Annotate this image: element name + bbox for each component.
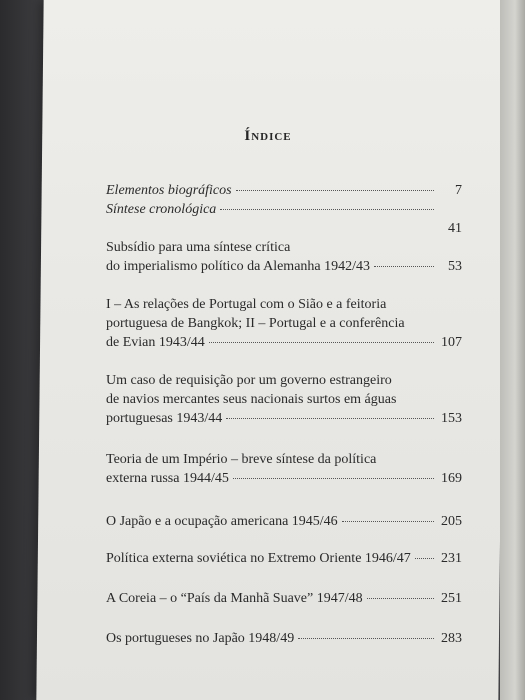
- toc-line: [106, 629, 462, 648]
- dot-leader: [226, 418, 434, 419]
- toc-page-number: 7: [455, 183, 462, 198]
- toc-entry-title: portuguesa de Bangkok; II – Portugal e a conferência: [106, 316, 405, 331]
- toc-entry-title: Teoria de um Império – breve síntese da política: [106, 452, 377, 467]
- toc-entry-siam: [106, 295, 462, 352]
- dot-leader: [415, 558, 434, 559]
- toc-entry-title: O Japão e a ocupação americana 1945/46: [106, 514, 338, 529]
- toc-entry-title: Elementos biográficos: [106, 183, 232, 198]
- toc-entry-korea: [106, 589, 462, 608]
- toc-entry-title: Um caso de requisição por um governo estrangeiro: [106, 373, 392, 388]
- toc-page-number: 53: [448, 259, 462, 274]
- toc-entry-empire: [106, 450, 462, 488]
- toc-entry-title: de Evian 1943/44: [106, 335, 205, 350]
- toc-line: [106, 512, 462, 531]
- toc-entry-portuguese-japan: [106, 629, 462, 648]
- toc-line: [106, 295, 462, 314]
- toc-entry-germany: [106, 238, 462, 276]
- page-title: Índice: [244, 128, 292, 144]
- toc-line: [106, 390, 462, 409]
- toc-entry-title: I – As relações de Portugal com o Sião e a feitoria: [106, 297, 387, 312]
- dot-leader: [374, 266, 434, 267]
- toc-line: [106, 589, 462, 608]
- toc-line: [106, 238, 462, 257]
- toc-entry-title: Política externa soviética no Extremo Oriente 1946/47: [106, 551, 411, 566]
- toc-line: [106, 450, 462, 469]
- toc-line: [106, 219, 462, 238]
- toc-entry-biographical: [106, 181, 462, 238]
- dot-leader: [342, 521, 434, 522]
- toc-page-number: 283: [441, 631, 462, 646]
- toc-entry-title: Síntese cronológica: [106, 202, 217, 217]
- toc-entry-title: de navios mercantes seus nacionais surtos em águas: [106, 392, 397, 407]
- dot-leader: [236, 190, 434, 191]
- toc-entry-title: Os portugueses no Japão 1948/49: [106, 631, 295, 646]
- toc-line: [106, 549, 462, 568]
- toc-page-number: 251: [441, 591, 462, 606]
- dot-leader: [367, 598, 434, 599]
- toc-entry-japan-occupation: [106, 512, 462, 531]
- toc-entry-soviet-policy: [106, 549, 462, 568]
- toc-line: [106, 314, 462, 333]
- toc-page-number: 107: [441, 335, 462, 350]
- toc-page-number: 169: [441, 471, 462, 486]
- toc-entry-title: externa russa 1944/45: [106, 471, 229, 486]
- toc-line: [106, 257, 462, 276]
- toc-page-number: 41: [448, 221, 462, 236]
- toc-line: [106, 409, 462, 428]
- toc-line: [106, 371, 462, 390]
- dot-leader: [209, 342, 434, 343]
- toc-page-number: 153: [441, 411, 462, 426]
- toc-line: [106, 469, 462, 488]
- toc-page-number: 205: [441, 514, 462, 529]
- toc-entry-title: Subsídio para uma síntese crítica: [106, 240, 291, 255]
- toc-page-number: 231: [441, 551, 462, 566]
- toc-entry-title: portuguesas 1943/44: [106, 411, 223, 426]
- toc-entry-title: do imperialismo político da Alemanha 1942/43: [106, 259, 371, 274]
- dot-leader: [220, 209, 434, 210]
- dot-leader: [298, 638, 434, 639]
- toc-line: [106, 200, 462, 219]
- toc-entry-requisition: [106, 371, 462, 428]
- toc-line: [106, 181, 462, 200]
- toc-line: [106, 333, 462, 352]
- dot-leader: [233, 478, 434, 479]
- toc-entry-title: A Coreia – o “País da Manhã Suave” 1947/48: [106, 591, 363, 606]
